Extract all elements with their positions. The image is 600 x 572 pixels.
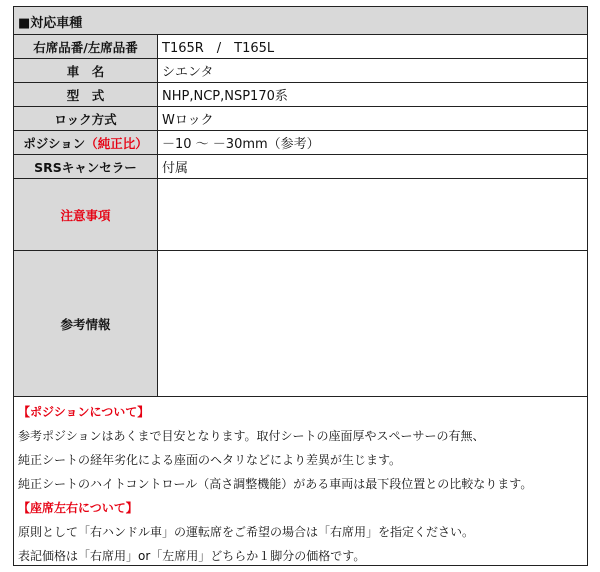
model-code-value: NHP,NCP,NSP170系 [162,89,288,104]
srs-canceller-value: 付属 [162,161,189,176]
caution-label: 注意事項 [14,179,158,250]
caution-row [14,179,587,251]
vehicle-name-value: シエンタ [162,65,214,80]
lock-type-value: Wロック [162,113,214,128]
lock-type-row [14,107,587,131]
position-notes-heading: 【ポジションについて】 [18,405,150,419]
position-note-line: 参考ポジションはあくまで目安となります。取付シートの座面厚やスペーサーの有無、 [18,429,485,443]
model-code-label: 型 式 [14,83,158,106]
model-code-row [14,83,587,107]
vehicle-name-label: 車 名 [14,59,158,82]
seat-notes-heading: 【座席左右について】 [18,501,138,515]
srs-canceller-label: SRSキャンセラー [14,155,158,178]
vehicle-compatibility-sheet [13,6,588,566]
position-note-line: 純正シートの経年劣化による座面のヘタリなどにより差異が生じます。 [18,453,402,467]
reference-info-value [162,251,583,396]
position-label-note: （純正比） [85,135,148,151]
position-row [14,131,587,155]
position-value: －10 〜 －30mm（参考） [162,137,320,152]
position-label-text: ポジション [23,135,86,151]
lock-type-label: ロック方式 [14,107,158,130]
part-number-value: T165R / T165L [162,41,275,56]
seat-note-line: 原則として「右ハンドル車」の運転席をご希望の場合は「右席用」を指定ください。 [18,525,475,539]
position-note-line: 純正シートのハイトコントロール（高さ調整機能）がある車両は最下段位置との比較なります。 [18,477,533,491]
reference-info-label: 参考情報 [14,251,158,396]
part-number-row [14,35,587,59]
vehicle-name-row [14,59,587,83]
section-title: ■対応車種 [18,16,83,31]
section-title-row [14,7,587,35]
srs-canceller-row [14,155,587,179]
position-label [14,131,158,154]
seat-note-line: 表記価格は「右席用」or「左席用」どちらか１脚分の価格です。 [18,549,366,563]
caution-value [162,179,583,250]
reference-info-row [14,251,587,397]
part-number-label: 右席品番/左席品番 [14,35,158,58]
